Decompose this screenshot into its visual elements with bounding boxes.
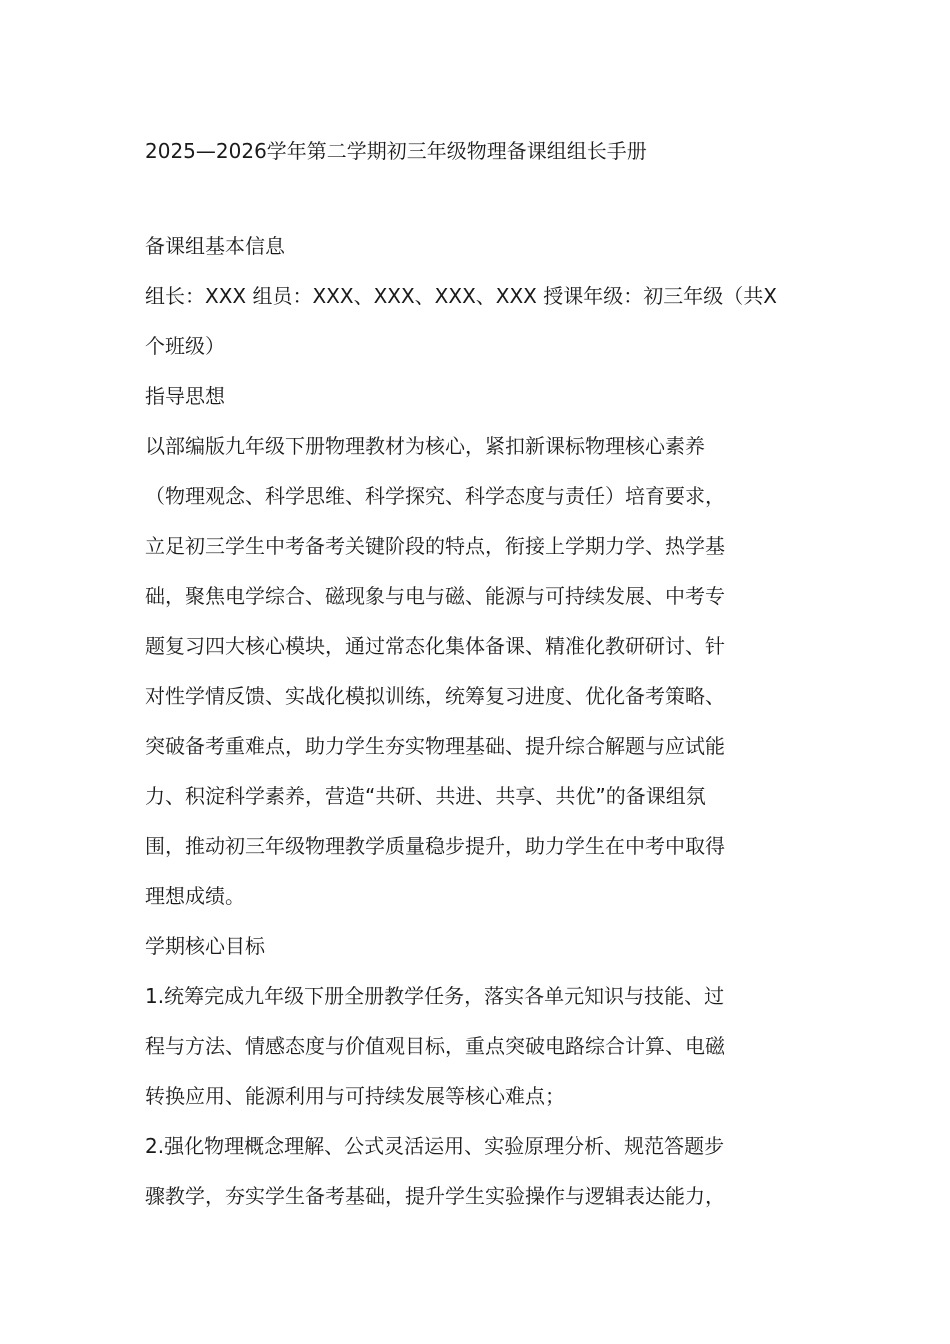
basic-info-line-2: 个班级） xyxy=(145,334,225,358)
guiding-ideology-line-7: 突破备考重难点，助力学生夯实物理基础、提升综合解题与应试能 xyxy=(145,734,725,758)
section-heading-basic-info: 备课组基本信息 xyxy=(145,234,285,258)
guiding-ideology-line-3: 立足初三学生中考备考关键阶段的特点，衔接上学期力学、热学基 xyxy=(145,534,725,558)
document-title: 2025—2026学年第二学期初三年级物理备课组组长手册 xyxy=(145,139,647,163)
guiding-ideology-line-8: 力、积淀科学素养，营造“共研、共进、共享、共优”的备课组氛 xyxy=(145,784,706,808)
guiding-ideology-line-1: 以部编版九年级下册物理教材为核心，紧扣新课标物理核心素养 xyxy=(145,434,705,458)
core-goals-line-4: 2.强化物理概念理解、公式灵活运用、实验原理分析、规范答题步 xyxy=(145,1134,725,1158)
guiding-ideology-line-5: 题复习四大核心模块，通过常态化集体备课、精准化教研研讨、针 xyxy=(145,634,725,658)
core-goals-line-3: 转换应用、能源利用与可持续发展等核心难点； xyxy=(145,1084,565,1108)
guiding-ideology-line-2: （物理观念、科学思维、科学探究、科学态度与责任）培育要求， xyxy=(145,484,725,508)
document-body xyxy=(145,131,810,1221)
core-goals-line-1: 1.统筹完成九年级下册全册教学任务，落实各单元知识与技能、过 xyxy=(145,984,725,1008)
guiding-ideology-line-9: 围，推动初三年级物理教学质量稳步提升，助力学生在中考中取得 xyxy=(145,834,725,858)
guiding-ideology-line-4: 础，聚焦电学综合、磁现象与电与磁、能源与可持续发展、中考专 xyxy=(145,584,725,608)
core-goals-line-5: 骤教学，夯实学生备考基础，提升学生实验操作与逻辑表达能力， xyxy=(145,1184,725,1208)
section-heading-guiding-ideology: 指导思想 xyxy=(145,384,225,408)
section-heading-core-goals: 学期核心目标 xyxy=(145,934,265,958)
guiding-ideology-line-10: 理想成绩。 xyxy=(145,884,245,908)
guiding-ideology-line-6: 对性学情反馈、实战化模拟训练，统筹复习进度、优化备考策略、 xyxy=(145,684,725,708)
basic-info-line-1: 组长：XXX 组员：XXX、XXX、XXX、XXX 授课年级：初三年级（共X xyxy=(145,284,777,308)
core-goals-line-2: 程与方法、情感态度与价值观目标，重点突破电路综合计算、电磁 xyxy=(145,1034,725,1058)
